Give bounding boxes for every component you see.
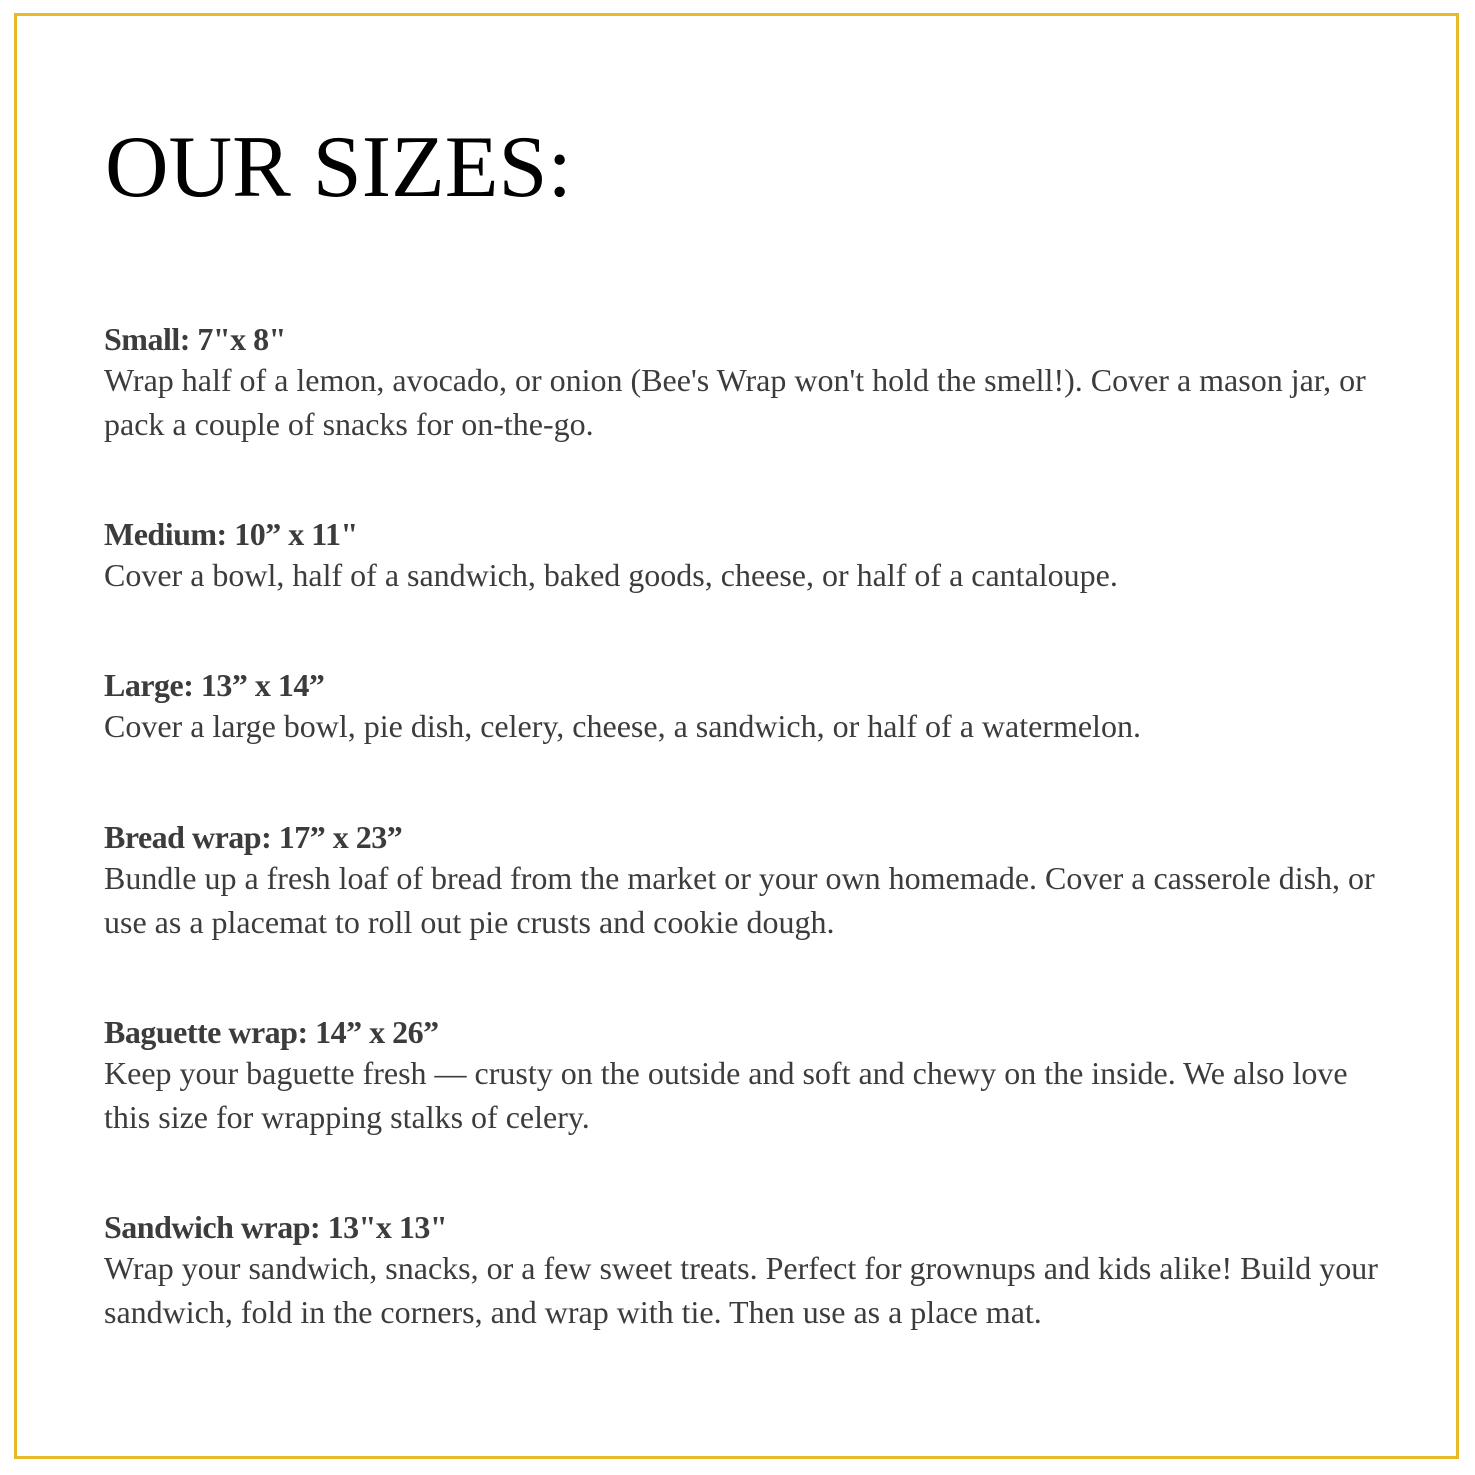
size-description: Wrap your sandwich, snacks, or a few sweet treats. Perfect for grownups and kids alike! Build your sandwich, fold in the corners, and wrap with tie. Then use as a place mat.: [104, 1250, 1378, 1330]
size-section-baguette-wrap: [104, 1013, 1394, 1139]
size-description: Wrap half of a lemon, avocado, or onion (Bee's Wrap won't hold the smell!). Cover a mason jar, or pack a couple of snacks for on-the-go.: [104, 362, 1366, 442]
size-heading: Medium: 10” x 11": [104, 516, 358, 552]
size-section-large: [104, 666, 1394, 748]
size-description: Bundle up a fresh loaf of bread from the market or your own homemade. Cover a casserole dish, or use as a placemat to roll out pie crusts and cookie dough.: [104, 860, 1375, 940]
size-heading: Large: 13” x 14”: [104, 667, 325, 703]
size-section-bread-wrap: [104, 818, 1394, 944]
size-section-sandwich-wrap: [104, 1208, 1394, 1334]
size-section-medium: [104, 515, 1394, 597]
size-description: Cover a bowl, half of a sandwich, baked goods, cheese, or half of a cantaloupe.: [104, 557, 1118, 593]
size-heading: Baguette wrap: 14” x 26”: [104, 1014, 439, 1050]
size-description: Cover a large bowl, pie dish, celery, cheese, a sandwich, or half of a watermelon.: [104, 708, 1141, 744]
size-heading: Bread wrap: 17” x 23”: [104, 819, 403, 855]
size-heading: Sandwich wrap: 13"x 13": [104, 1209, 448, 1245]
size-heading: Small: 7"x 8": [104, 321, 286, 357]
size-section-small: [104, 320, 1394, 446]
page-title: OUR SIZES:: [105, 119, 572, 216]
page-frame: [14, 13, 1459, 1459]
size-description: Keep your baguette fresh — crusty on the outside and soft and chewy on the inside. We also love this size for wrapping stalks of celery.: [104, 1055, 1348, 1135]
